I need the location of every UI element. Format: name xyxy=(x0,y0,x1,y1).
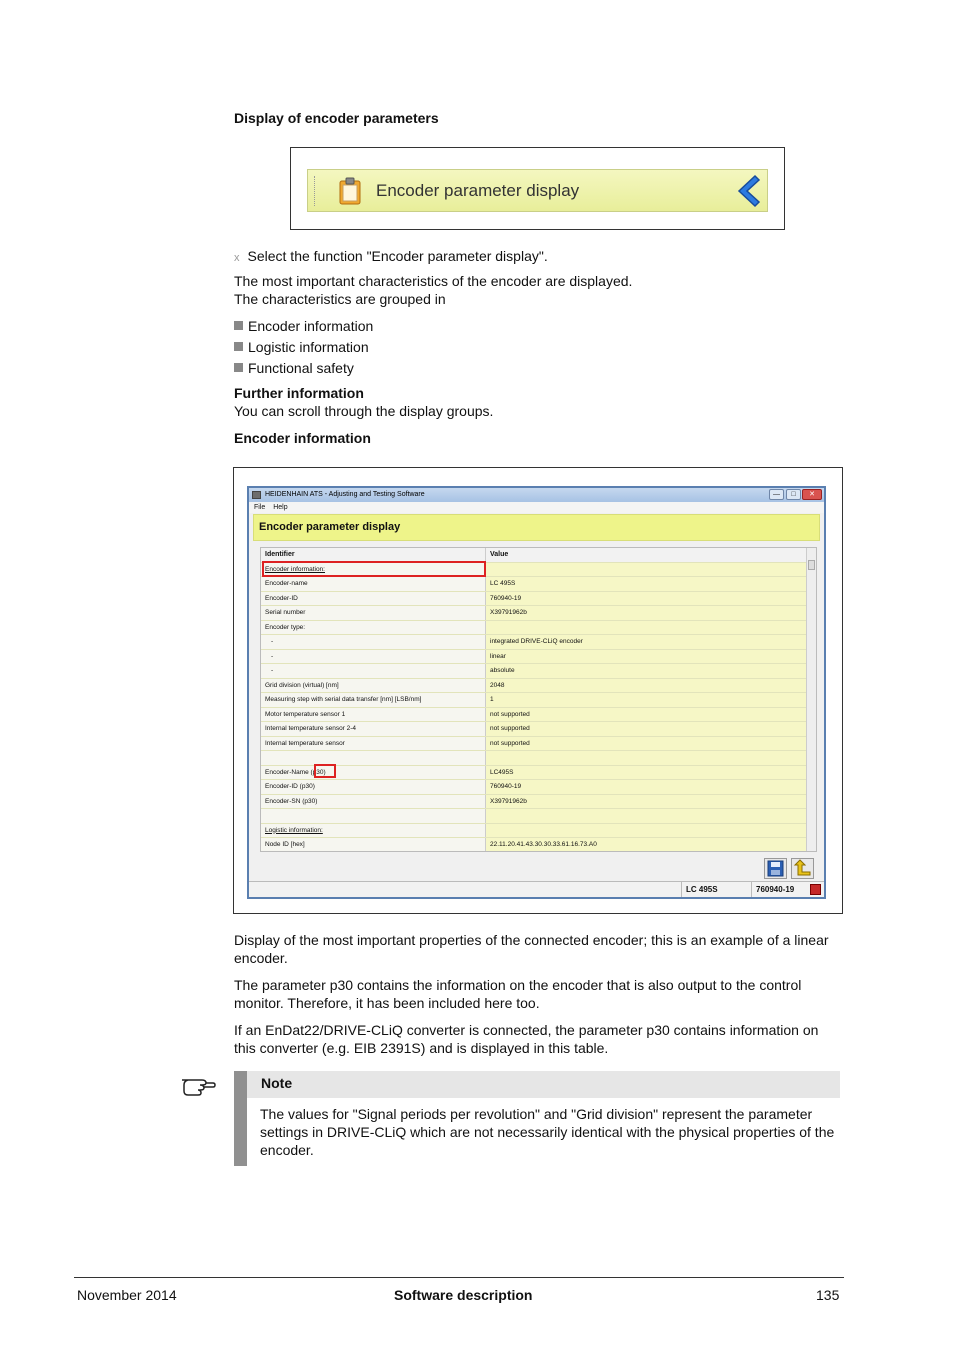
scrollbar-thumb[interactable] xyxy=(808,560,815,570)
table-row[interactable] xyxy=(261,795,808,810)
value-cell: integrated DRIVE-CLiQ encoder xyxy=(486,635,808,649)
table-row[interactable] xyxy=(261,838,808,852)
table-row[interactable] xyxy=(261,650,808,665)
page-number: 135 xyxy=(816,1287,840,1303)
step-instruction xyxy=(234,247,548,267)
window-title-bar xyxy=(249,488,824,502)
section-title: Display of encoder parameters xyxy=(234,110,439,126)
highlight-p30 xyxy=(314,764,336,778)
save-button[interactable] xyxy=(764,858,787,879)
value-cell xyxy=(486,563,808,577)
value-cell: 760940-19 xyxy=(486,780,808,794)
minimize-button[interactable]: — xyxy=(769,489,784,500)
identifier-cell: Internal temperature sensor 2-4 xyxy=(261,722,486,736)
bullet-square-icon xyxy=(234,321,243,330)
value-cell: LC495S xyxy=(486,766,808,780)
table-row[interactable] xyxy=(261,766,808,781)
value-cell: not supported xyxy=(486,708,808,722)
encoder-parameter-display-button[interactable] xyxy=(307,169,768,212)
status-indicator-icon xyxy=(810,884,821,895)
value-cell: not supported xyxy=(486,737,808,751)
back-arrow-icon[interactable] xyxy=(733,174,763,208)
ats-window xyxy=(247,486,826,899)
footer-title: Software description xyxy=(394,1287,533,1303)
identifier-cell: Encoder-ID (p30) xyxy=(261,780,486,794)
value-cell: X39791962b xyxy=(486,795,808,809)
close-button[interactable]: ✕ xyxy=(802,489,822,500)
highlight-encoder-information xyxy=(262,561,486,577)
identifier-cell: Measuring step with serial data transfer [nm] [LSB/nm] xyxy=(261,693,486,707)
group-item xyxy=(234,317,373,335)
table-row[interactable] xyxy=(261,751,808,766)
table-row[interactable] xyxy=(261,708,808,723)
group-item xyxy=(234,338,369,356)
table-row[interactable] xyxy=(261,577,808,592)
save-icon xyxy=(765,859,786,878)
intro-line-1: The most important characteristics of the encoder are displayed. xyxy=(234,273,633,289)
parameter-table xyxy=(260,547,817,852)
identifier-cell: Node ID [hex] xyxy=(261,838,486,852)
group-item xyxy=(234,359,354,377)
value-cell xyxy=(486,824,808,838)
further-info-text: You can scroll through the display groups. xyxy=(234,403,494,419)
paragraph-1: Display of the most important properties of the connected encoder; this is an example of a linear encoder. xyxy=(234,932,829,966)
value-cell: not supported xyxy=(486,722,808,736)
value-cell: X39791962b xyxy=(486,606,808,620)
pointing-hand-icon xyxy=(180,1071,216,1097)
button-label: Encoder parameter display xyxy=(376,181,580,200)
window-title: HEIDENHAIN ATS - Adjusting and Testing Software xyxy=(265,491,425,498)
identifier-cell xyxy=(261,751,486,765)
table-row[interactable] xyxy=(261,606,808,621)
value-cell: linear xyxy=(486,650,808,664)
app-icon xyxy=(252,491,261,499)
status-bar xyxy=(249,881,824,897)
note-title: Note xyxy=(247,1071,840,1098)
table-row[interactable] xyxy=(261,635,808,650)
footer-date: November 2014 xyxy=(77,1287,177,1303)
group-label: Encoder information xyxy=(248,318,374,334)
footer-rule xyxy=(74,1277,844,1278)
step-marker: x xyxy=(234,252,240,264)
menu-help[interactable]: Help xyxy=(273,504,288,511)
further-info-title: Further information xyxy=(234,385,364,401)
status-model: LC 495S xyxy=(681,882,739,897)
identifier-cell: Grid division (virtual) [nm] xyxy=(261,679,486,693)
identifier-cell: Encoder-SN (p30) xyxy=(261,795,486,809)
identifier-cell: - xyxy=(261,635,486,649)
bullet-square-icon xyxy=(234,342,243,351)
table-row[interactable] xyxy=(261,621,808,636)
identifier-cell: Encoder-name xyxy=(261,577,486,591)
encoder-button-figure xyxy=(290,147,785,230)
table-row[interactable] xyxy=(261,809,808,824)
value-cell xyxy=(486,809,808,823)
value-cell: absolute xyxy=(486,664,808,678)
clipboard-icon xyxy=(338,177,362,205)
table-row[interactable] xyxy=(261,737,808,752)
table-row[interactable] xyxy=(261,780,808,795)
column-header-identifier[interactable]: Identifier xyxy=(261,548,486,562)
menu-bar xyxy=(249,502,824,513)
tree-connector xyxy=(314,176,322,206)
value-cell: 760940-19 xyxy=(486,592,808,606)
intro-line-2: The characteristics are grouped in xyxy=(234,291,446,307)
screenshot-figure xyxy=(233,467,843,914)
value-cell: 1 xyxy=(486,693,808,707)
value-cell: 22.11.20.41.43.30.30.33.61.16.73.A0 xyxy=(486,838,808,852)
menu-file[interactable]: File xyxy=(254,504,266,511)
table-row[interactable] xyxy=(261,824,808,839)
paragraph-3: If an EnDat22/DRIVE-CLiQ converter is connected, the parameter p30 contains information on this converter (e.g. EIB 2391S) and is displayed in this table. xyxy=(234,1022,819,1056)
table-row[interactable] xyxy=(261,693,808,708)
step-text: Select the function "Encoder parameter display". xyxy=(247,248,548,264)
identifier-cell: Serial number xyxy=(261,606,486,620)
panel-title: Encoder parameter display xyxy=(253,514,820,541)
note-text: The values for "Signal periods per revolution" and "Grid division" represent the parameter settings in DRIVE-CLiQ which are not necessarily identical with the physical properties of the encoder. xyxy=(260,1106,835,1158)
column-header-value[interactable]: Value xyxy=(486,548,808,562)
table-row[interactable] xyxy=(261,679,808,694)
bullet-square-icon xyxy=(234,363,243,372)
encoder-info-title: Encoder information xyxy=(234,430,371,446)
identifier-cell: Encoder-Name (p30) xyxy=(261,766,486,780)
table-row[interactable] xyxy=(261,592,808,607)
upload-icon xyxy=(792,859,813,878)
identifier-cell: Internal temperature sensor xyxy=(261,737,486,751)
note-bar xyxy=(234,1071,247,1166)
value-cell xyxy=(486,751,808,765)
identifier-cell: Logistic information: xyxy=(261,824,486,838)
vertical-scrollbar[interactable] xyxy=(806,548,816,851)
group-label: Logistic information xyxy=(248,339,369,355)
group-label: Functional safety xyxy=(248,360,354,376)
paragraph-2: The parameter p30 contains the information on the encoder that is also output to the control monitor. Therefore, it has been included here too. xyxy=(234,977,802,1011)
value-cell: 2048 xyxy=(486,679,808,693)
identifier-cell: - xyxy=(261,650,486,664)
identifier-cell: - xyxy=(261,664,486,678)
identifier-cell: Encoder information: xyxy=(261,563,486,577)
status-id: 760940-19 xyxy=(751,882,807,897)
export-button[interactable] xyxy=(791,858,814,879)
identifier-cell xyxy=(261,809,486,823)
maximize-button[interactable]: □ xyxy=(786,489,801,500)
identifier-cell: Motor temperature sensor 1 xyxy=(261,708,486,722)
identifier-cell: Encoder type: xyxy=(261,621,486,635)
table-row[interactable] xyxy=(261,664,808,679)
identifier-cell: Encoder-ID xyxy=(261,592,486,606)
value-cell: LC 495S xyxy=(486,577,808,591)
table-row[interactable] xyxy=(261,722,808,737)
value-cell xyxy=(486,621,808,635)
